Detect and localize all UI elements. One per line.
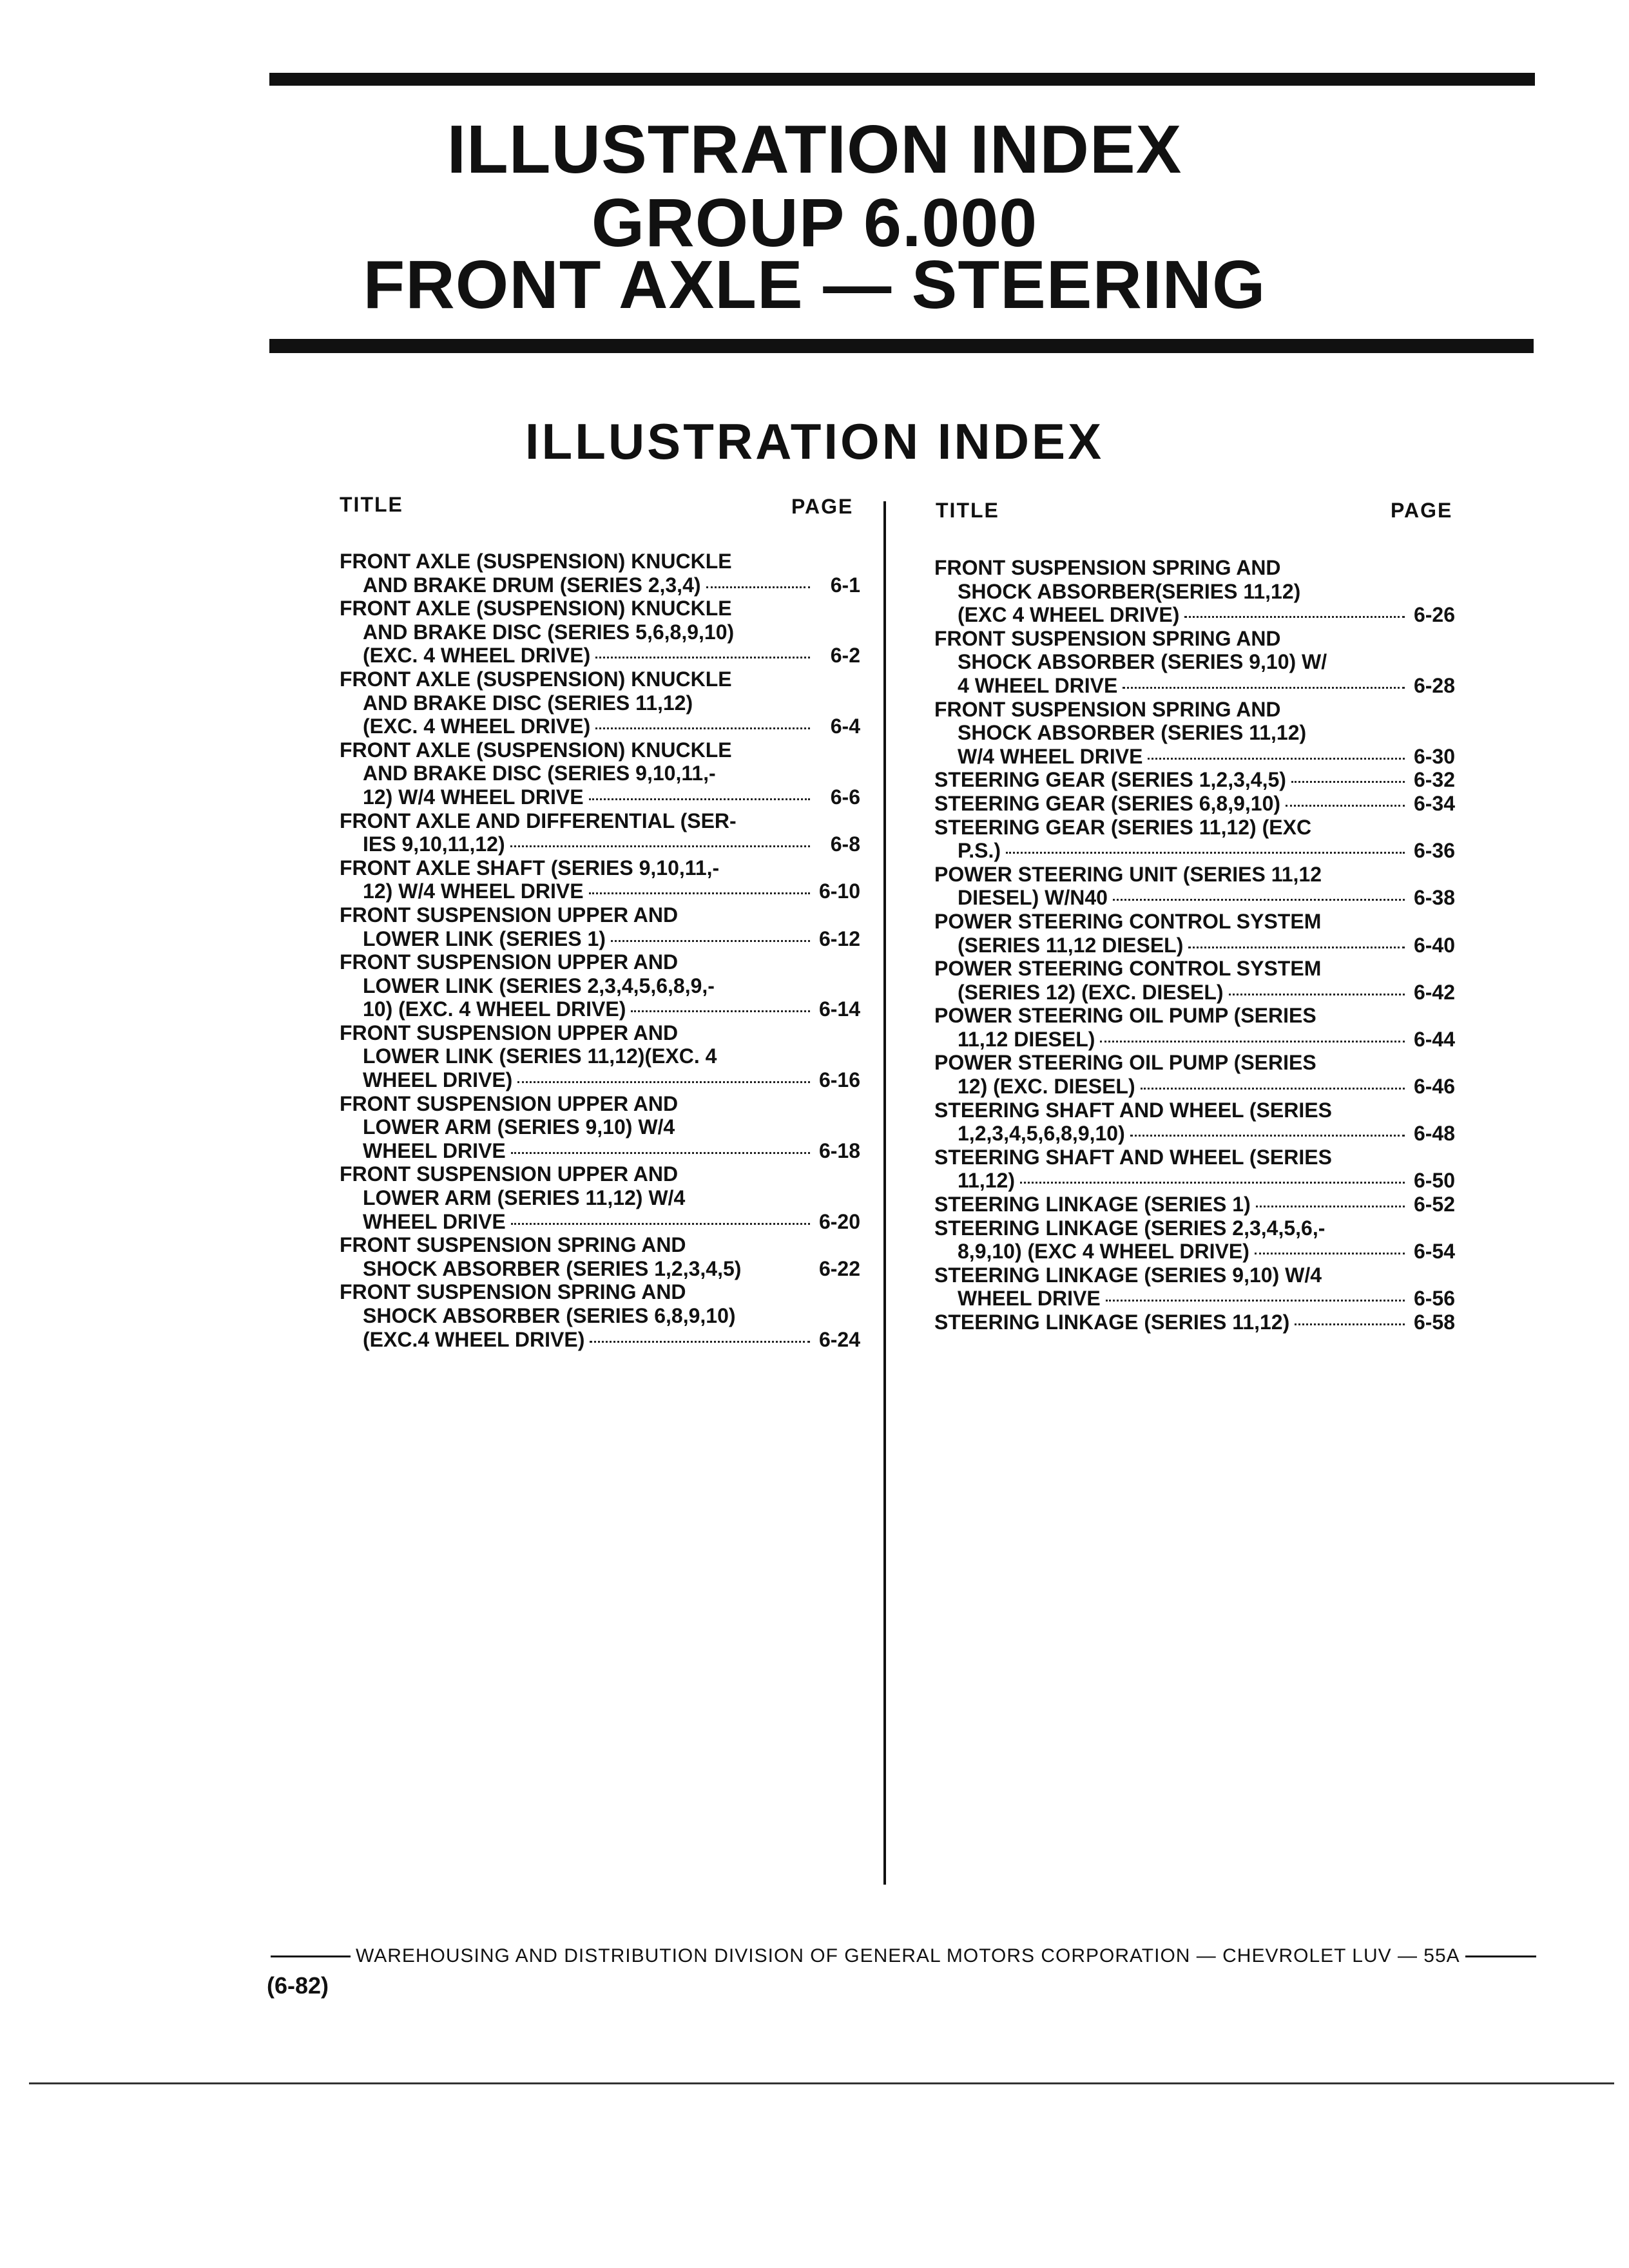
entry-line <box>340 1328 860 1352</box>
top-rule <box>269 73 1535 86</box>
entry-line <box>340 1092 860 1116</box>
index-entry <box>934 698 1455 769</box>
entry-line <box>340 1304 860 1328</box>
entry-title-text: FRONT SUSPENSION SPRING AND <box>934 556 1281 579</box>
entry-title-text: 1,2,3,4,5,6,8,9,10) <box>958 1122 1125 1146</box>
entry-title-text: FRONT SUSPENSION UPPER AND <box>340 1091 679 1115</box>
index-entry <box>934 957 1455 1004</box>
entry-line <box>934 1099 1455 1122</box>
index-entry <box>934 816 1455 863</box>
entry-page-number: 6-54 <box>1413 1240 1455 1264</box>
index-entry <box>340 738 860 809</box>
group-number: GROUP 6.000 <box>591 185 1038 261</box>
index-entry <box>934 1146 1455 1193</box>
entry-title-text: POWER STEERING UNIT (SERIES 11,12 <box>934 862 1322 886</box>
entry-line <box>934 698 1455 722</box>
entry-title-text: (EXC. 4 WHEEL DRIVE) <box>363 644 591 668</box>
dot-leader <box>595 657 810 658</box>
index-entry <box>934 1099 1455 1146</box>
entry-title-text: W/4 WHEEL DRIVE <box>958 744 1143 768</box>
entry-title-text: LOWER LINK (SERIES 2,3,4,5,6,8,9,- <box>363 974 715 997</box>
dot-leader <box>1256 1206 1405 1207</box>
entry-title-text: SHOCK ABSORBER (SERIES 9,10) W/ <box>958 650 1327 674</box>
entry-line <box>934 1193 1455 1216</box>
entry-title-text: STEERING SHAFT AND WHEEL (SERIES <box>934 1098 1332 1122</box>
entry-line <box>340 644 860 668</box>
entry-title-text: LOWER ARM (SERIES 11,12) W/4 <box>363 1186 686 1210</box>
entry-page-number: 6-18 <box>818 1139 860 1162</box>
entry-line <box>340 1044 860 1068</box>
index-entry <box>340 1092 860 1163</box>
dot-leader <box>595 727 810 729</box>
entry-page-number: 6-14 <box>818 997 860 1021</box>
entry-page-number: 6-50 <box>1413 1169 1455 1193</box>
entry-line <box>934 556 1455 580</box>
middle-rule <box>269 339 1534 353</box>
entry-page-number: 6-40 <box>1413 933 1455 957</box>
dot-leader <box>1130 1135 1405 1137</box>
entry-page-number: 6-56 <box>1413 1287 1455 1311</box>
index-entry <box>934 556 1455 627</box>
entry-title-text: STEERING GEAR (SERIES 1,2,3,4,5) <box>934 768 1286 792</box>
entry-title-text: (SERIES 12) (EXC. DIESEL) <box>958 980 1224 1004</box>
index-entry <box>934 768 1455 792</box>
entry-line <box>934 1051 1455 1075</box>
entry-line <box>934 934 1455 957</box>
index-entry <box>934 1193 1455 1216</box>
entry-title-text: WHEEL DRIVE <box>363 1209 506 1233</box>
entry-page-number: 6-12 <box>818 927 860 950</box>
entry-line <box>340 856 860 880</box>
entry-title-text: FRONT SUSPENSION UPPER AND <box>340 903 679 927</box>
entry-line <box>340 1068 860 1092</box>
dot-leader <box>589 892 810 894</box>
entry-page-number: 6-28 <box>1413 673 1455 697</box>
entry-title-text: 11,12) <box>958 1169 1015 1193</box>
right-title-column-header: TITLE <box>936 499 999 522</box>
dot-leader <box>589 798 810 800</box>
entry-line <box>934 1028 1455 1052</box>
dot-leader <box>1184 616 1405 618</box>
index-entry <box>934 910 1455 957</box>
index-entry <box>340 1021 860 1092</box>
entry-title-text: FRONT SUSPENSION SPRING AND <box>340 1280 686 1304</box>
entry-page-number: 6-48 <box>1413 1122 1455 1146</box>
entry-title-text: LOWER LINK (SERIES 1) <box>363 927 606 950</box>
entry-title-text: (EXC 4 WHEEL DRIVE) <box>958 603 1180 627</box>
entry-line <box>340 997 860 1021</box>
dot-leader <box>1113 899 1405 901</box>
dot-leader <box>1106 1300 1405 1302</box>
entry-line <box>340 903 860 927</box>
entry-title-text: FRONT SUSPENSION SPRING AND <box>934 626 1281 650</box>
entry-page-number: 6-26 <box>1413 603 1455 627</box>
entry-line <box>934 910 1455 934</box>
entry-title-text: POWER STEERING CONTROL SYSTEM <box>934 909 1322 933</box>
entry-page-number: 6-32 <box>1413 768 1455 792</box>
entry-page-number: 6-20 <box>818 1209 860 1233</box>
entry-title-text: FRONT AXLE AND DIFFERENTIAL (SER- <box>340 809 737 832</box>
entry-title-text: LOWER ARM (SERIES 9,10) W/4 <box>363 1115 675 1139</box>
entry-title-text: AND BRAKE DRUM (SERIES 2,3,4) <box>363 573 701 597</box>
entry-page-number: 6-2 <box>830 644 860 668</box>
entry-line <box>340 668 860 691</box>
entry-title-text: FRONT AXLE (SUSPENSION) KNUCKLE <box>340 597 732 620</box>
entry-line <box>934 1075 1455 1099</box>
entry-title-text: AND BRAKE DISC (SERIES 9,10,11,- <box>363 762 716 785</box>
page-title: ILLUSTRATION INDEX <box>447 111 1182 187</box>
entry-line <box>340 1021 860 1045</box>
entry-page-number: 6-42 <box>1413 980 1455 1004</box>
entry-line <box>340 1210 860 1234</box>
entry-title-text: (SERIES 11,12 DIESEL) <box>958 933 1184 957</box>
entry-line <box>934 1122 1455 1146</box>
section-subtitle: FRONT AXLE — STEERING <box>363 247 1266 323</box>
entry-page-number: 6-36 <box>1413 839 1455 863</box>
index-heading: ILLUSTRATION INDEX <box>525 413 1104 470</box>
entry-line <box>934 1169 1455 1193</box>
index-entry <box>340 1162 860 1233</box>
entry-title-text: FRONT AXLE (SUSPENSION) KNUCKLE <box>340 550 732 573</box>
entry-title-text: IES 9,10,11,12) <box>363 832 505 856</box>
entry-title-text: (EXC.4 WHEEL DRIVE) <box>363 1327 585 1351</box>
entry-title-text: SHOCK ABSORBER (SERIES 11,12) <box>958 721 1307 745</box>
entry-title-text: STEERING GEAR (SERIES 6,8,9,10) <box>934 791 1281 815</box>
entry-page-number: 6-8 <box>830 832 860 856</box>
entry-line <box>934 1311 1455 1334</box>
entry-line <box>934 981 1455 1004</box>
revision-code: (6-82) <box>267 1972 329 1999</box>
entry-line <box>340 691 860 715</box>
entry-page-number: 6-22 <box>818 1256 860 1280</box>
dot-leader <box>706 586 810 588</box>
index-entry <box>934 1051 1455 1098</box>
entry-page-number: 6-16 <box>818 1068 860 1092</box>
dot-leader <box>510 845 810 847</box>
entry-line <box>934 674 1455 698</box>
entry-title-text: WHEEL DRIVE) <box>363 1068 513 1092</box>
entry-line <box>340 1257 860 1281</box>
entry-line <box>934 1287 1455 1311</box>
entry-title-text: STEERING LINKAGE (SERIES 1) <box>934 1193 1251 1216</box>
entry-title-text: STEERING LINKAGE (SERIES 11,12) <box>934 1311 1290 1334</box>
dot-leader <box>611 940 810 942</box>
entry-title-text: SHOCK ABSORBER(SERIES 11,12) <box>958 579 1301 603</box>
entry-title-text: WHEEL DRIVE <box>363 1139 506 1162</box>
entry-line <box>340 1233 860 1257</box>
entry-line <box>934 768 1455 792</box>
index-entry <box>934 627 1455 698</box>
dot-leader <box>1255 1253 1405 1254</box>
entry-page-number: 6-52 <box>1413 1193 1455 1216</box>
entry-title-text: FRONT SUSPENSION SPRING AND <box>340 1233 686 1257</box>
entry-line <box>934 745 1455 769</box>
index-entry <box>340 809 860 856</box>
entry-line <box>934 1146 1455 1169</box>
left-index-column <box>340 550 860 1351</box>
entry-title-text: POWER STEERING CONTROL SYSTEM <box>934 957 1322 981</box>
entry-title-text: AND BRAKE DISC (SERIES 5,6,8,9,10) <box>363 620 735 644</box>
entry-title-text: FRONT SUSPENSION UPPER AND <box>340 1162 679 1186</box>
dot-leader <box>511 1152 810 1154</box>
entry-line <box>340 1280 860 1304</box>
entry-title-text: AND BRAKE DISC (SERIES 11,12) <box>363 691 693 715</box>
dot-leader <box>1295 1323 1405 1325</box>
right-index-column <box>934 556 1455 1334</box>
entry-line <box>934 839 1455 863</box>
entry-page-number: 6-6 <box>830 785 860 809</box>
index-entry <box>340 903 860 950</box>
entry-line <box>340 927 860 951</box>
dot-leader <box>517 1081 810 1083</box>
entry-title-text: 12) W/4 WHEEL DRIVE <box>363 879 584 903</box>
entry-page-number: 6-30 <box>1413 744 1455 768</box>
entry-title-text: 8,9,10) (EXC 4 WHEEL DRIVE) <box>958 1240 1249 1264</box>
entry-line <box>934 1240 1455 1264</box>
entry-line <box>934 650 1455 674</box>
entry-title-text: DIESEL) W/N40 <box>958 886 1108 910</box>
entry-line <box>934 792 1455 816</box>
index-entry <box>934 1216 1455 1264</box>
entry-line <box>340 832 860 856</box>
index-entry <box>340 597 860 668</box>
entry-line <box>340 550 860 573</box>
entry-title-text: 12) (EXC. DIESEL) <box>958 1075 1135 1099</box>
left-page-column-header: PAGE <box>791 495 854 518</box>
entry-line <box>934 886 1455 910</box>
entry-line <box>934 627 1455 651</box>
entry-title-text: FRONT AXLE (SUSPENSION) KNUCKLE <box>340 738 732 762</box>
entry-line <box>340 597 860 620</box>
column-divider <box>883 501 886 1885</box>
index-entry <box>340 550 860 597</box>
entry-page-number: 6-44 <box>1413 1027 1455 1051</box>
dot-leader <box>511 1223 810 1225</box>
entry-title-text: P.S.) <box>958 839 1001 863</box>
entry-page-number: 6-38 <box>1413 886 1455 910</box>
dot-leader <box>1188 947 1405 948</box>
entry-page-number: 6-4 <box>830 715 860 738</box>
entry-title-text: STEERING SHAFT AND WHEEL (SERIES <box>934 1145 1332 1169</box>
index-entry <box>934 1264 1455 1311</box>
dot-leader <box>1229 994 1405 995</box>
entry-line <box>934 957 1455 981</box>
entry-title-text: FRONT SUSPENSION UPPER AND <box>340 950 679 974</box>
footer-rule-right <box>1465 1956 1536 1957</box>
bottom-edge-line <box>29 2082 1614 2084</box>
dot-leader <box>631 1010 810 1012</box>
entry-line <box>934 816 1455 840</box>
entry-title-text: WHEEL DRIVE <box>958 1287 1101 1311</box>
dot-leader <box>1141 1088 1405 1090</box>
entry-title-text: LOWER LINK (SERIES 11,12)(EXC. 4 <box>363 1044 717 1068</box>
entry-line <box>340 762 860 785</box>
entry-line <box>340 620 860 644</box>
entry-line <box>340 879 860 903</box>
footer-rule-left <box>271 1956 351 1957</box>
entry-page-number: 6-10 <box>818 879 860 903</box>
entry-title-text: SHOCK ABSORBER (SERIES 1,2,3,4,5) <box>363 1256 742 1280</box>
entry-page-number: 6-24 <box>818 1327 860 1351</box>
dot-leader <box>1100 1041 1405 1043</box>
entry-title-text: FRONT AXLE SHAFT (SERIES 9,10,11,- <box>340 856 720 879</box>
entry-page-number: 6-58 <box>1413 1311 1455 1334</box>
entry-line <box>934 721 1455 745</box>
entry-line <box>340 573 860 597</box>
entry-title-text: 12) W/4 WHEEL DRIVE <box>363 785 584 809</box>
footer-text: WAREHOUSING AND DISTRIBUTION DIVISION OF GENERAL MOTORS CORPORATION — CHEVROLET LUV — 55A <box>356 1945 1460 1966</box>
entry-title-text: FRONT AXLE (SUSPENSION) KNUCKLE <box>340 667 732 691</box>
dot-leader <box>1286 805 1405 807</box>
entry-title-text: POWER STEERING OIL PUMP (SERIES <box>934 1051 1316 1075</box>
dot-leader <box>590 1341 810 1343</box>
entry-line <box>340 1162 860 1186</box>
dot-leader <box>1291 781 1405 783</box>
entry-line <box>934 1264 1455 1287</box>
dot-leader <box>1123 687 1405 689</box>
entry-title-text: 10) (EXC. 4 WHEEL DRIVE) <box>363 997 626 1021</box>
entry-title-text: POWER STEERING OIL PUMP (SERIES <box>934 1004 1316 1028</box>
index-entry <box>934 1004 1455 1051</box>
page-footer <box>271 1945 1521 1967</box>
entry-line <box>340 809 860 833</box>
entry-line <box>934 603 1455 627</box>
entry-line <box>934 1216 1455 1240</box>
entry-line <box>340 974 860 998</box>
dot-leader <box>1006 852 1405 854</box>
entry-line <box>934 1004 1455 1028</box>
entry-line <box>340 1115 860 1139</box>
entry-title-text: FRONT SUSPENSION SPRING AND <box>934 697 1281 721</box>
entry-title-text: FRONT SUSPENSION UPPER AND <box>340 1021 679 1044</box>
entry-line <box>340 715 860 738</box>
entry-title-text: STEERING GEAR (SERIES 11,12) (EXC <box>934 815 1312 839</box>
entry-title-text: STEERING LINKAGE (SERIES 2,3,4,5,6,- <box>934 1216 1325 1240</box>
dot-leader <box>1020 1182 1405 1184</box>
entry-line <box>340 738 860 762</box>
index-entry <box>934 1311 1455 1334</box>
index-entry <box>340 856 860 903</box>
right-page-column-header: PAGE <box>1391 499 1453 522</box>
index-entry <box>340 1280 860 1351</box>
entry-title-text: 11,12 DIESEL) <box>958 1027 1095 1051</box>
entry-line <box>934 863 1455 887</box>
entry-page-number: 6-34 <box>1413 791 1455 815</box>
index-entry <box>340 1233 860 1280</box>
entry-title-text: SHOCK ABSORBER (SERIES 6,8,9,10) <box>363 1304 736 1327</box>
entry-title-text: STEERING LINKAGE (SERIES 9,10) W/4 <box>934 1263 1322 1287</box>
entry-line <box>340 950 860 974</box>
entry-title-text: (EXC. 4 WHEEL DRIVE) <box>363 715 591 738</box>
entry-line <box>340 785 860 809</box>
left-title-column-header: TITLE <box>340 493 403 516</box>
entry-line <box>340 1186 860 1210</box>
entry-page-number: 6-46 <box>1413 1075 1455 1099</box>
entry-line <box>340 1139 860 1163</box>
entry-line <box>934 580 1455 604</box>
index-entry <box>934 792 1455 816</box>
index-entry <box>934 863 1455 910</box>
entry-page-number: 6-1 <box>830 573 860 597</box>
index-entry <box>340 668 860 738</box>
index-entry <box>340 950 860 1021</box>
entry-title-text: 4 WHEEL DRIVE <box>958 673 1118 697</box>
dot-leader <box>1148 758 1405 760</box>
